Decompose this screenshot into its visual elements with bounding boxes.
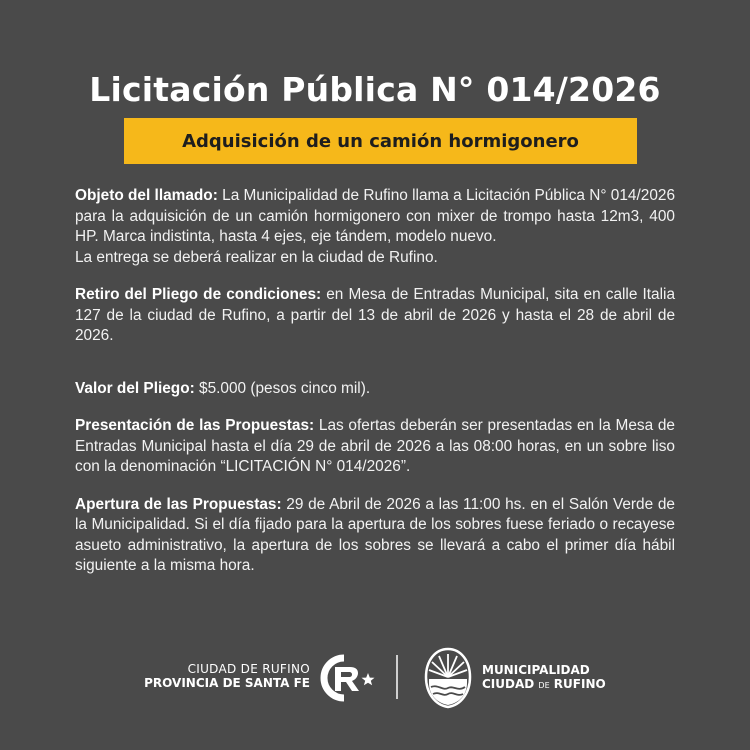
entrega-text: La entrega se deberá realizar en la ciudad de Rufino. — [75, 248, 438, 266]
retiro-text: en Mesa de Entradas Municipal, sita en calle Italia 127 de la ciudad de Rufino, a partir del 13 de abril de 2026 y hasta el 28 de abril de 2026. — [75, 286, 676, 344]
announcement-body — [75, 186, 675, 577]
municipal-shield-logo-icon — [423, 647, 473, 709]
municipality-line1: MUNICIPALIDAD — [482, 663, 590, 677]
presentacion-text: Las ofertas deberán ser presentadas en la Mesa de Entradas Municipal hasta el día 29 de abril de 2026 a las 08:00 horas, en un sobre liso con la denominación “LICITACIÓN N° 014/2026”. — [75, 417, 675, 475]
valor-text: $5.000 (pesos cinco mil). — [194, 379, 371, 397]
cr-star-logo-icon — [313, 651, 375, 705]
province-name: PROVINCIA DE SANTA FE — [144, 676, 310, 690]
apertura-text: 29 de Abril de 2026 a las 11:00 hs. en el Salón Verde de la Municipalidad. Si el día fijado para la apertura de los sobres fuese feriado o recayese asueto administrativo, la apertura de los sobres se llevará a cabo el primer día hábil siguiente a la misma hora. — [75, 495, 675, 574]
municipality-line2 — [482, 677, 606, 693]
retiro-paragraph — [75, 285, 675, 347]
municipality-city-word: CIUDAD — [482, 677, 539, 691]
presentacion-paragraph — [75, 416, 675, 478]
objeto-paragraph — [75, 186, 675, 248]
entrega-paragraph — [75, 248, 675, 269]
valor-label: Valor del Pliego: — [75, 379, 195, 397]
subtitle-text: Adquisición de un camión hormigonero — [182, 130, 579, 152]
footer — [0, 645, 750, 710]
apertura-label: Apertura de las Propuestas: — [75, 495, 282, 513]
objeto-text: La Municipalidad de Rufino llama a Licitación Pública N° 014/2026 para la adquisición de un camión hormigonero con mixer de trompo hasta 12m3, 400 HP. Marca indistinta, hasta 4 ejes, eje tándem, modelo nuevo. — [75, 187, 675, 245]
municipality-rufino-word: RUFINO — [549, 677, 606, 691]
objeto-label: Objeto del llamado: — [75, 187, 218, 204]
city-name: CIUDAD DE RUFINO — [187, 662, 310, 676]
retiro-label: Retiro del Pliego de condiciones: — [75, 286, 322, 303]
city-province-label — [144, 662, 310, 690]
apertura-paragraph — [75, 495, 675, 577]
municipality-de-word: DE — [538, 681, 550, 690]
presentacion-label: Presentación de las Propuestas: — [75, 417, 315, 434]
footer-divider — [396, 655, 398, 699]
subtitle-banner — [124, 118, 637, 164]
municipality-label — [482, 663, 606, 693]
valor-paragraph — [75, 379, 675, 400]
page-title: Licitación Pública N° 014/2026 — [89, 70, 661, 109]
